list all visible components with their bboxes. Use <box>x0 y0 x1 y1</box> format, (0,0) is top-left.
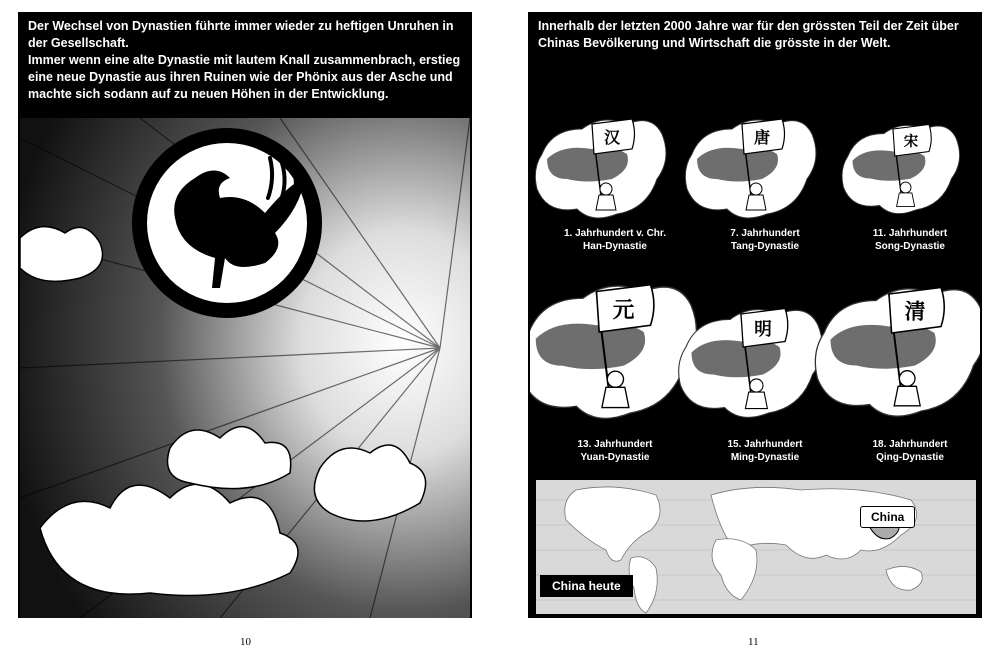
map-tang <box>685 119 816 218</box>
territory-tang <box>697 147 778 181</box>
page-number-right: 11 <box>748 636 759 648</box>
figure-head-han <box>600 183 612 195</box>
figure-body-song <box>897 193 915 207</box>
dynasty-label-yuan: 13. Jahrhundert Yuan-Dynastie <box>577 439 653 463</box>
dynasty-label-ming: 15. Jahrhundert Ming-Dynastie <box>727 439 803 463</box>
dynasty-label-qing: 18. Jahrhundert Qing-Dynastie <box>872 439 948 463</box>
territory-han <box>547 147 628 181</box>
figure-body-ming <box>745 392 767 409</box>
figure-body-yuan <box>602 387 629 407</box>
territory-qing <box>831 324 936 368</box>
map-han <box>535 119 666 218</box>
flag-character-han: 汉 <box>603 128 621 147</box>
phoenix-explosion-illustration <box>20 118 470 618</box>
dynasty-label-song: 11. Jahrhundert Song-Dynastie <box>872 228 948 252</box>
flag-character-song: 宋 <box>903 134 919 151</box>
territory-yuan <box>536 323 645 369</box>
figure-body-han <box>596 195 616 210</box>
map-ming <box>679 309 823 418</box>
flag-character-tang: 唐 <box>753 128 771 147</box>
flag-character-ming: 明 <box>754 319 772 340</box>
caption-line-2: Immer wenn eine alte Dynastie mit lautem Knall zusammenbrach, erstieg eine neue Dynastie aus ihren Ruinen wie der Phönix aus der Asche und machte sich sodann auf zu neuen Höhen in der Entwicklung. <box>28 53 461 101</box>
figure-head-song <box>900 182 911 193</box>
map-yuan <box>530 285 696 419</box>
right-comic-panel <box>528 12 982 618</box>
page-number-left: 10 <box>240 636 251 648</box>
flag-character-qing: 清 <box>904 299 926 324</box>
right-caption: Innerhalb der letzten 2000 Jahre war für den grössten Teil der Zeit über Chinas Bevölkerung und Wirtschaft die grösste in der Welt. <box>538 19 959 50</box>
flag-character-yuan: 元 <box>612 298 635 324</box>
china-callout: China <box>860 506 915 528</box>
figure-head-tang <box>750 183 762 195</box>
dynasty-label-tang: 7. Jahrhundert Tang-Dynastie <box>730 228 800 252</box>
figure-body-tang <box>746 195 766 210</box>
map-song <box>842 125 960 214</box>
left-comic-panel <box>18 12 472 618</box>
figure-head-yuan <box>607 371 623 387</box>
caption-line-1: Der Wechsel von Dynastien führte immer wieder zu heftigen Unruhen in der Gesellschaft. <box>28 19 454 50</box>
map-qing <box>815 288 980 417</box>
figure-body-qing <box>894 386 920 406</box>
territory-ming <box>692 340 781 378</box>
left-caption <box>28 18 462 103</box>
china-today-label: China heute <box>540 575 633 597</box>
dynasty-label-han: 1. Jahrhundert v. Chr. Han-Dynastie <box>563 228 667 252</box>
phoenix-seal-icon <box>132 128 322 318</box>
figure-head-qing <box>899 371 915 387</box>
territory-song <box>853 150 926 181</box>
figure-head-ming <box>750 379 763 392</box>
